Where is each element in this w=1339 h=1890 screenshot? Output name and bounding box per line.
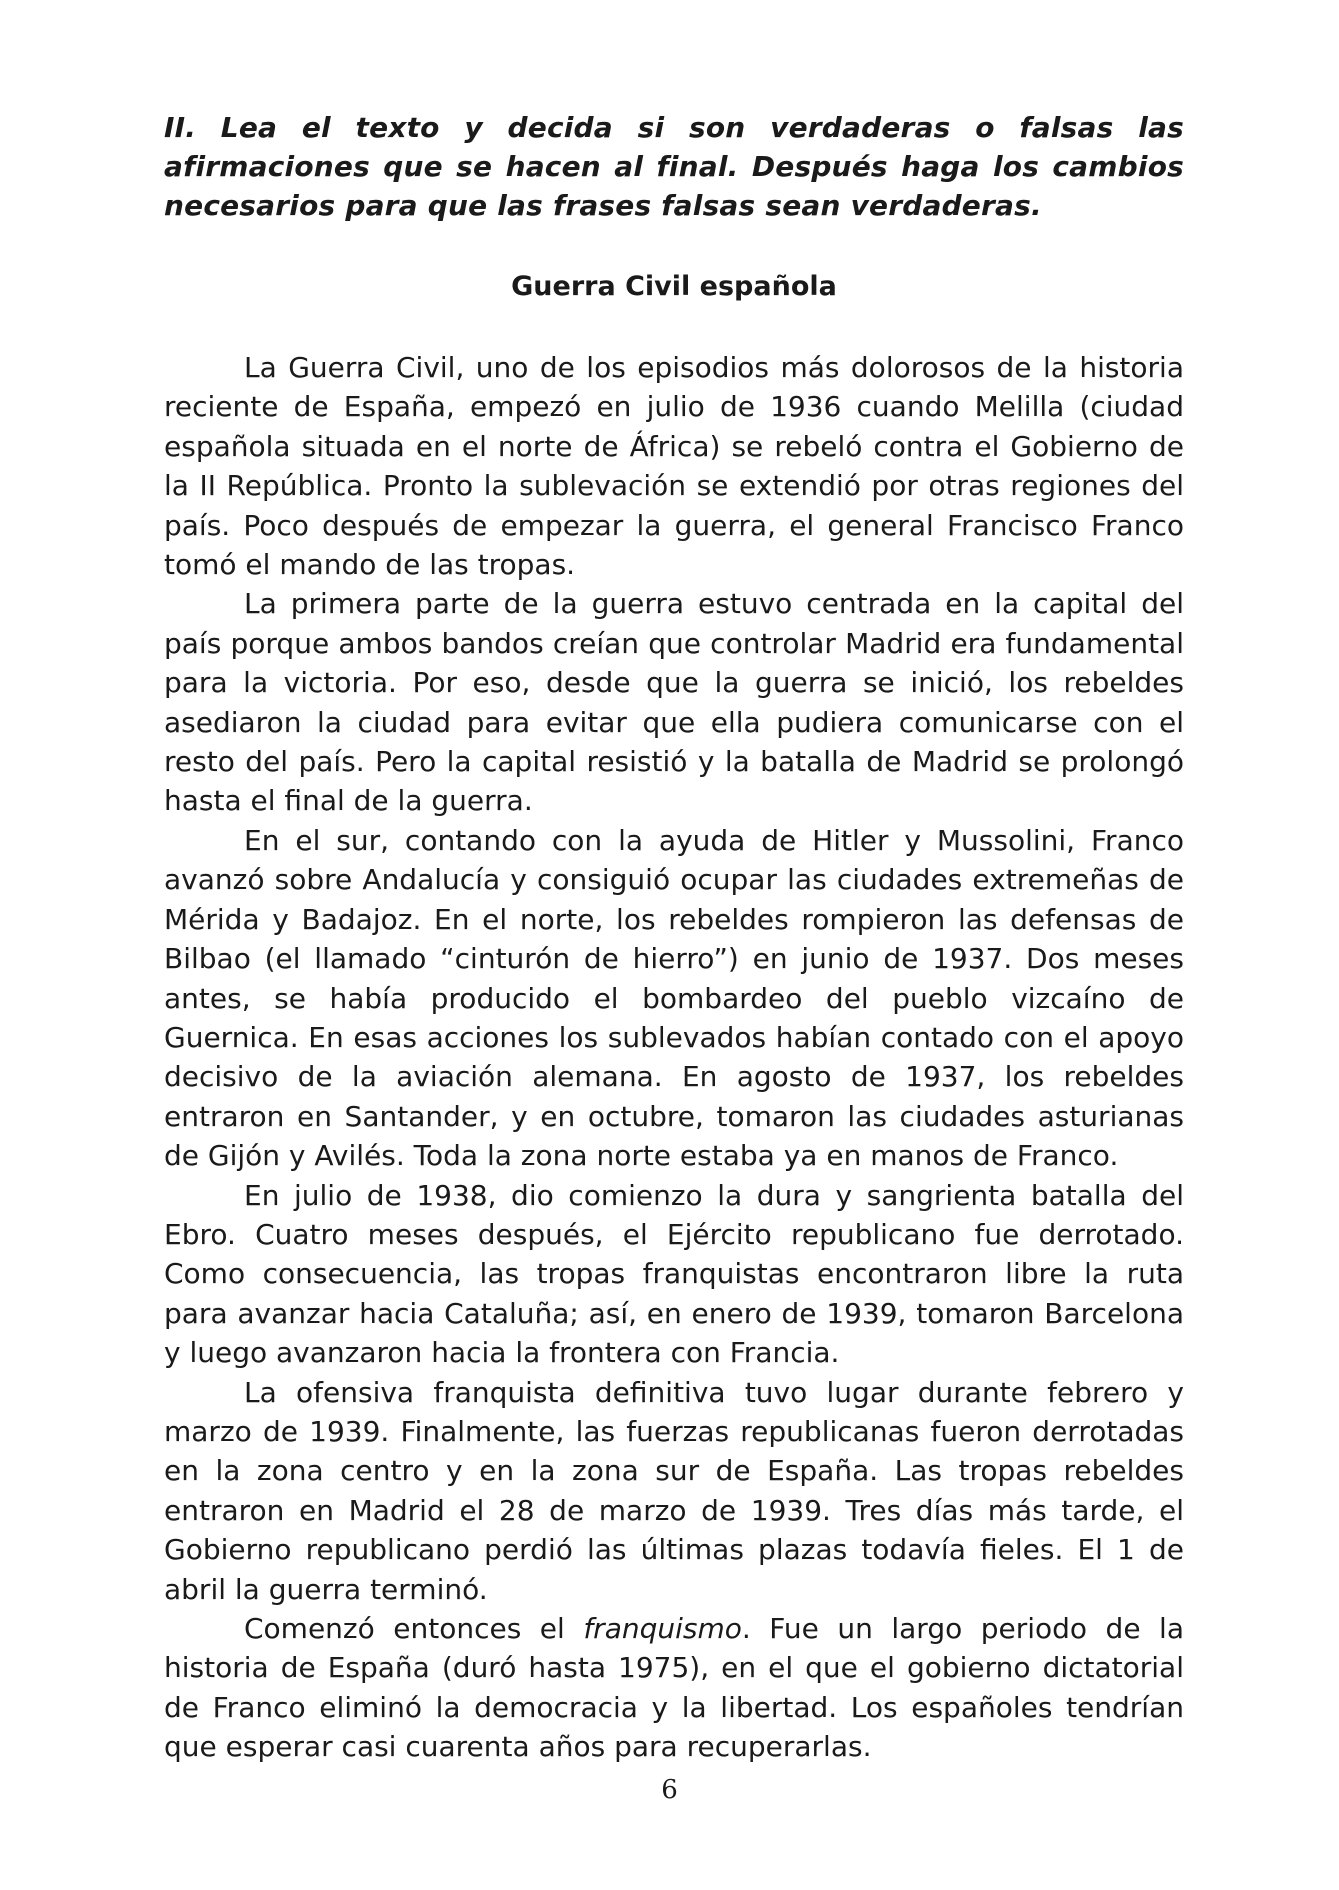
- paragraph-5: La ofensiva franquista definitiva tuvo lugar durante febrero y marzo de 1939. Finalmente, las fuerzas republicanas fueron derrotadas en la zona centro y en la zona sur de España. Las tropas rebeldes entraron en Madrid el 28 de marzo de 1939. Tres días más tarde, el Gobierno republicano perdió las últimas plazas todavía fieles. El 1 de abril la guerra terminó.: [164, 1375, 1184, 1606]
- paragraph-6-before: Comenzó entonces el: [244, 1612, 584, 1645]
- paragraph-3: En el sur, contando con la ayuda de Hitler y Mussolini, Franco avanzó sobre Andalucía y consiguió ocupar las ciudades extremeñas de Mérida y Badajoz. En el norte, los rebeldes rompieron las defensas de Bilbao (el llamado “cinturón de hierro”) en junio de 1937. Dos meses antes, se había producido el bombardeo del pueblo vizcaíno de Guernica. En esas acciones los sublevados habían contado con el apoyo decisivo de la aviación alemana. En agosto de 1937, los rebeldes entraron en Santander, y en octubre, tomaron las ciudades asturianas de Gijón y Avilés. Toda la zona norte estaba ya en manos de Franco.: [164, 823, 1184, 1173]
- page-number: 6: [661, 1775, 678, 1805]
- paragraph-6-after: . Fue un largo periodo de la historia de España (duró hasta 1975), en el que el gobierno dictatorial de Franco eliminó la democracia y la libertad. Los españoles tendrían que esperar casi cuarenta años para recuperarlas.: [164, 1612, 1184, 1764]
- franquismo-term: franquismo: [583, 1612, 742, 1645]
- paragraph-4: En julio de 1938, dio comienzo la dura y sangrienta batalla del Ebro. Cuatro meses después, el Ejército republicano fue derrotado. Como consecuencia, las tropas franquistas encontraron libre la ruta para avanzar hacia Cataluña; así, en enero de 1939, tomaron Barcelona y luego avanzaron hacia la frontera con Francia.: [164, 1178, 1184, 1370]
- paragraph-1: La Guerra Civil, uno de los episodios más dolorosos de la historia reciente de España, empezó en julio de 1936 cuando Melilla (ciudad española situada en el norte de África) se rebeló contra el Gobierno de la II República. Pronto la sublevación se extendió por otras regiones del país. Poco después de empezar la guerra, el general Francisco Franco tomó el mando de las tropas.: [164, 351, 1184, 582]
- document-page: [164, 108, 1184, 1767]
- paragraph-6: [164, 1609, 1184, 1767]
- paragraph-2: La primera parte de la guerra estuvo centrada en la capital del país porque ambos bandos creían que controlar Madrid era fundamental para la victoria. Por eso, desde que la guerra se inició, los rebeldes asediaron la ciudad para evitar que ella pudiera comunicarse con el resto del país. Pero la capital resistió y la batalla de Madrid se prolongó hasta el final de la guerra.: [164, 587, 1184, 818]
- exercise-instruction: II. Lea el texto y decida si son verdaderas o falsas las afirmaciones que se hacen al final. Después haga los cambios necesarios para que las frases falsas sean verdaderas.: [164, 111, 1184, 222]
- section-title: Guerra Civil española: [511, 271, 837, 302]
